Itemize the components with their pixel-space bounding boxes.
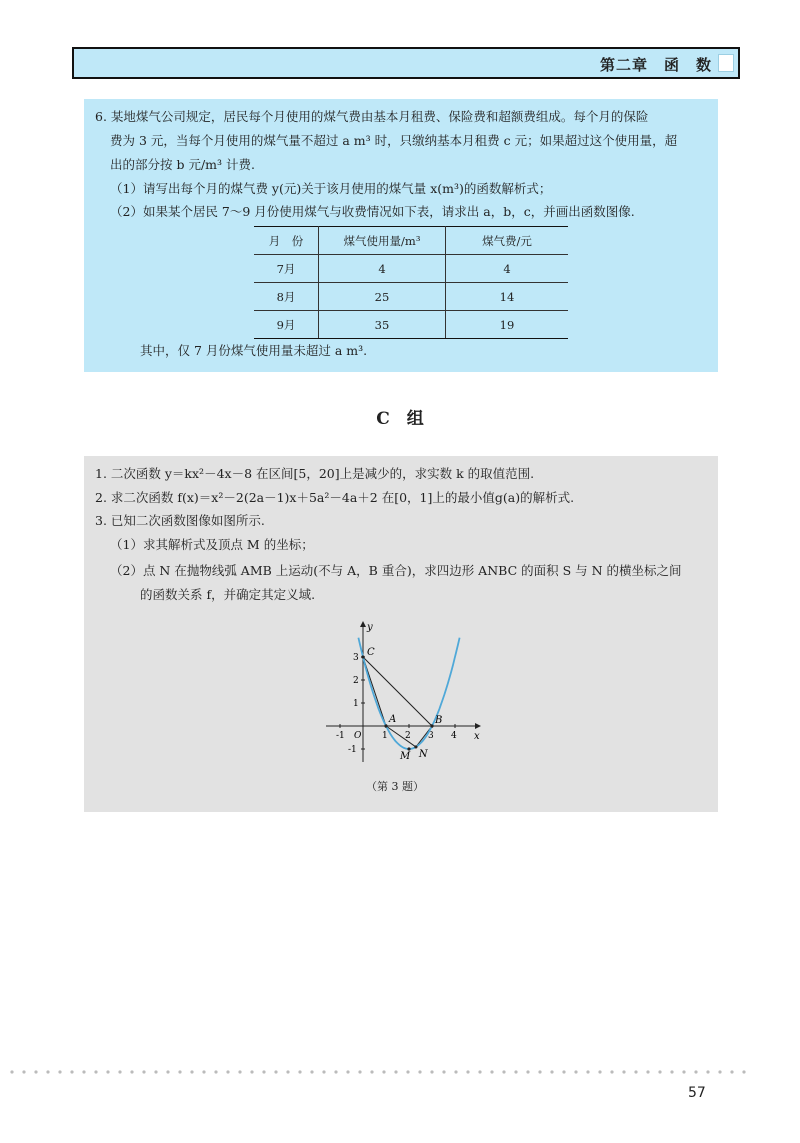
footer-dot (550, 1070, 553, 1073)
footer-dot (202, 1070, 205, 1073)
problem-6-line-3: 出的部分按 b 元/m³ 计费. (110, 157, 255, 172)
y-tick-label: 3 (353, 653, 359, 663)
footer-dot (658, 1070, 661, 1073)
footer-dot (466, 1070, 469, 1073)
segment-AN (386, 726, 416, 747)
y-tick-label: 1 (353, 699, 359, 709)
group-c-problem-3-part-2-cont: 的函数关系 f，并确定其定义域. (140, 587, 316, 602)
footer-dot (190, 1070, 193, 1073)
points (361, 647, 442, 762)
footer-dot (106, 1070, 109, 1073)
footer-dot (622, 1070, 625, 1073)
footer-dot (526, 1070, 529, 1073)
footer-dot (514, 1070, 517, 1073)
footer-dot (118, 1070, 121, 1073)
footer-dot (70, 1070, 73, 1073)
footer-dot (262, 1070, 265, 1073)
footer-dot (178, 1070, 181, 1073)
y-axis-label: y (367, 622, 373, 633)
footer-dot (706, 1070, 709, 1073)
footer-dot (10, 1070, 13, 1073)
footer-dot (406, 1070, 409, 1073)
footer-dot (394, 1070, 397, 1073)
footer-dot (34, 1070, 37, 1073)
footer-dot (742, 1070, 745, 1073)
footer-dot (310, 1070, 313, 1073)
chapter-header-bar (72, 47, 740, 79)
header-decor-box (718, 54, 734, 72)
point-C (361, 655, 364, 658)
point-label-A: A (389, 714, 397, 725)
group-c-title: C 组 (376, 409, 424, 429)
footer-dot (490, 1070, 493, 1073)
group-c-problem-3-part-1: （1）求其解析式及顶点 M 的坐标； (110, 537, 314, 552)
y-tick-label: -1 (348, 745, 357, 755)
footer-dot (682, 1070, 685, 1073)
figure-caption: （第 3 题） (366, 780, 424, 793)
problem-6-note: 其中，仅 7 月份煤气使用量未超过 a m³. (140, 343, 368, 358)
x-tick-label: 2 (405, 731, 411, 741)
footer-dot (718, 1070, 721, 1073)
group-c-problem-1: 1. 二次函数 y＝kx²－4x－8 在区间[5，20]上是减少的，求实数 k 的取值范围. (95, 466, 535, 481)
footer-dot (430, 1070, 433, 1073)
footer-dot (454, 1070, 457, 1073)
footer-dot (46, 1070, 49, 1073)
footer-dot (694, 1070, 697, 1073)
footer-dot-rule (8, 1068, 748, 1076)
footer-dot (358, 1070, 361, 1073)
table-cell: 14 (446, 283, 569, 311)
x-axis-label: x (474, 731, 480, 742)
footer-dot (370, 1070, 373, 1073)
x-tick-label: 4 (451, 731, 457, 741)
footer-dot (82, 1070, 85, 1073)
footer-dot (418, 1070, 421, 1073)
point-label-M: M (400, 751, 411, 762)
y-tick-label: 2 (353, 676, 359, 686)
point-A (384, 724, 387, 727)
footer-dot (574, 1070, 577, 1073)
footer-dot (586, 1070, 589, 1073)
footer-dot (598, 1070, 601, 1073)
footer-dot (382, 1070, 385, 1073)
group-c-problem-3: 3. 已知二次函数图像如图所示. (95, 513, 265, 528)
footer-dot (130, 1070, 133, 1073)
x-tick-label: 3 (428, 731, 434, 741)
footer-dot (634, 1070, 637, 1073)
footer-dot (154, 1070, 157, 1073)
footer-dot (322, 1070, 325, 1073)
footer-dot (646, 1070, 649, 1073)
point-label-C: C (367, 647, 375, 658)
x-tick-label: 1 (382, 731, 388, 741)
footer-dot (274, 1070, 277, 1073)
footer-dot (334, 1070, 337, 1073)
footer-dot (502, 1070, 505, 1073)
origin-label: O (354, 731, 362, 741)
footer-dot (442, 1070, 445, 1073)
footer-dot (58, 1070, 61, 1073)
table-header-cell: 煤气费/元 (446, 227, 569, 255)
footer-dot (610, 1070, 613, 1073)
problem-6-part-1: （1）请写出每个月的煤气费 y(元)关于该月使用的煤气量 x(m³)的函数解析式； (110, 181, 552, 196)
footer-dot (22, 1070, 25, 1073)
table-cell: 7月 (254, 255, 319, 283)
table-header-cell: 月 份 (254, 227, 319, 255)
footer-dot (562, 1070, 565, 1073)
table-header-cell: 煤气使用量/m³ (319, 227, 446, 255)
point-N (414, 745, 417, 748)
gas-fee-table (254, 226, 568, 339)
footer-dot (94, 1070, 97, 1073)
point-label-B: B (435, 715, 443, 726)
parabola-figure (318, 618, 488, 766)
footer-dot (670, 1070, 673, 1073)
table-row (254, 283, 568, 311)
table-cell: 8月 (254, 283, 319, 311)
problem-6-part-2: （2）如果某个居民 7～9 月份使用煤气与收费情况如下表，请求出 a，b，c，并画出函数图像. (110, 204, 635, 219)
table-cell: 25 (319, 283, 446, 311)
footer-dot (250, 1070, 253, 1073)
page-number: 57 (688, 1085, 706, 1101)
footer-dot (142, 1070, 145, 1073)
footer-dot (298, 1070, 301, 1073)
table-header-row (254, 227, 568, 255)
problem-6-line-1: 6. 某地煤气公司规定，居民每个月使用的煤气费由基本月租费、保险费和超额费组成。每个月的保险 (95, 109, 649, 124)
table-row (254, 311, 568, 339)
problem-6-line-2: 费为 3 元，当每个月使用的煤气量不超过 a m³ 时，只缴纳基本月租费 c 元；如果超过这个使用量，超 (110, 133, 678, 148)
table-row (254, 255, 568, 283)
footer-dot (478, 1070, 481, 1073)
chapter-title: 第二章 函 数 (599, 56, 712, 74)
footer-dot (238, 1070, 241, 1073)
point-B (430, 724, 433, 727)
group-c-problem-3-part-2: （2）点 N 在抛物线弧 AMB 上运动(不与 A，B 重合)，求四边形 ANBC 的面积 S 与 N 的横坐标之间 (110, 563, 682, 578)
point-label-N: N (418, 748, 428, 760)
footer-dot (226, 1070, 229, 1073)
footer-dot (286, 1070, 289, 1073)
group-c-problem-2: 2. 求二次函数 f(x)＝x²－2(2a－1)x＋5a²－4a＋2 在[0，1]上的最小值g(a)的解析式. (95, 490, 575, 505)
x-tick-label: -1 (336, 731, 345, 741)
footer-dot (166, 1070, 169, 1073)
footer-dot (730, 1070, 733, 1073)
table-cell: 9月 (254, 311, 319, 339)
quadrilateral-segments (363, 657, 432, 747)
footer-dot (346, 1070, 349, 1073)
footer-dot (538, 1070, 541, 1073)
table-cell: 35 (319, 311, 446, 339)
table-cell: 4 (319, 255, 446, 283)
footer-dot (214, 1070, 217, 1073)
table-cell: 4 (446, 255, 569, 283)
table-cell: 19 (446, 311, 569, 339)
